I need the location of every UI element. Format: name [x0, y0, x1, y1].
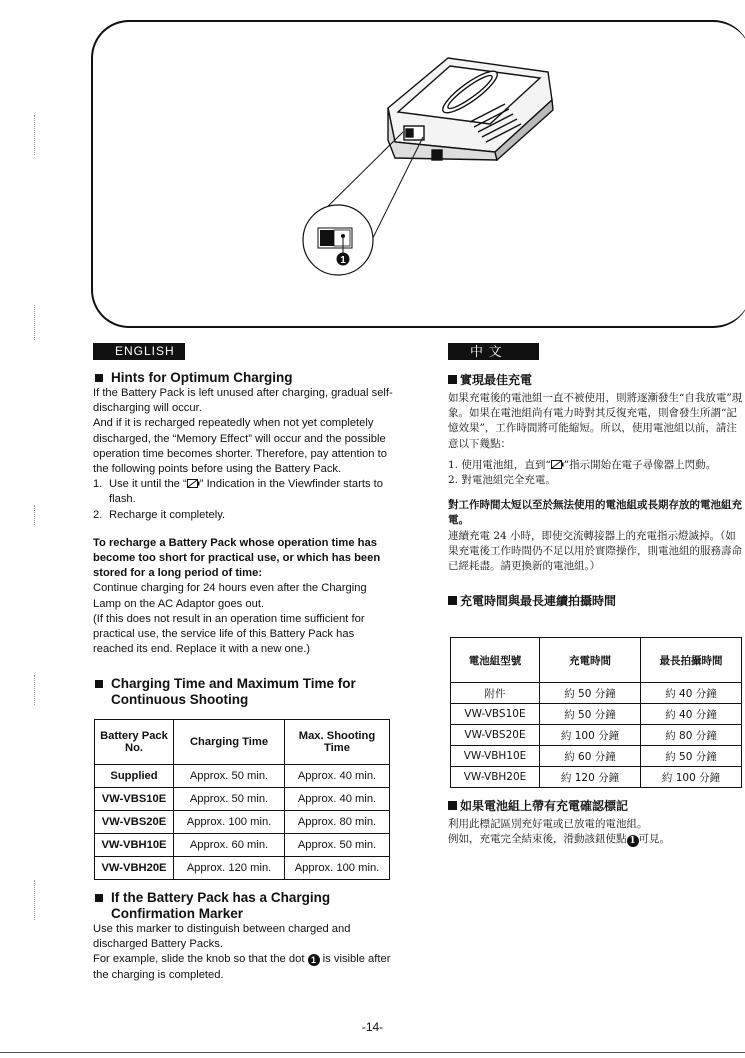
bold-note-zh: 對工作時間太短以至於無法使用的電池組或長期存放的電池組充電。 [448, 499, 742, 527]
marker-heading: If the Battery Pack has a Charging Confirmation Marker [93, 890, 393, 922]
english-hints-section [93, 370, 393, 657]
paragraph: Use this marker to distinguish between charged and discharged Battery Packs. [93, 923, 351, 951]
paragraph: If the Battery Pack is left unused after charging, gradual self-discharging will occur. [93, 387, 393, 415]
table-row [95, 834, 390, 857]
cell: 約 40 分鐘 [641, 704, 742, 725]
cell: Approx. 120 min. [174, 857, 285, 880]
charging-time-table-zh [450, 637, 742, 788]
text: For example, slide the knob so that the dot [93, 953, 305, 966]
cell: 附件 [451, 683, 540, 704]
list-number: 1. [93, 478, 103, 491]
paragraph [448, 832, 745, 847]
list-item [93, 477, 393, 507]
table-row [451, 683, 742, 704]
cell: 約 50 分鐘 [641, 746, 742, 767]
table-row [451, 767, 742, 788]
cell: 約 50 分鐘 [540, 704, 641, 725]
marker-dot-number: 1 [308, 954, 320, 966]
item-text: Use it until the “ [109, 478, 187, 491]
chinese-charging-time-section [448, 593, 745, 609]
table-header-row [95, 720, 390, 765]
cell: Approx. 50 min. [174, 765, 285, 788]
cell: Approx. 50 min. [174, 788, 285, 811]
cell: VW-VBS10E [95, 788, 174, 811]
list-item [93, 508, 393, 523]
table-row [95, 765, 390, 788]
cell: Approx. 50 min. [285, 834, 390, 857]
hints-heading-zh: 實現最佳充電 [448, 372, 745, 388]
cell: 約 50 分鐘 [540, 683, 641, 704]
cell: Supplied [95, 765, 174, 788]
charging-time-heading-zh: 充電時間與最長連續拍攝時間 [448, 593, 745, 609]
paragraph: 如果充電後的電池組一直不被使用，則將逐漸發生“自我放電”現象。如果在電池組尚有電力時對其反復充電，則會發生所謂“記憶效果”，工作時間將可能縮短。所以，使用電池組以前，請注意以下幾點： [448, 392, 743, 450]
paragraph: 利用此標記區別充好電或已放電的電池組。 [448, 818, 648, 830]
paragraph: Continue charging for 24 hours even after the Charging Lamp on the AC Adaptor goes out. [93, 582, 367, 610]
charging-time-heading: Charging Time and Maximum Time for Continuous Shooting [93, 676, 393, 708]
marker-heading-zh: 如果電池組上帶有充電確認標記 [448, 798, 745, 814]
callout-number: 1 [340, 255, 346, 266]
bold-note: To recharge a Battery Pack whose operation time has become too short for practical use, or which has been stored for a long period of time: [93, 536, 381, 580]
list-number: 2. [93, 508, 103, 521]
chinese-hints-section [448, 372, 745, 574]
bottom-rule [0, 1052, 745, 1053]
binding-mark [34, 675, 39, 705]
cell: Approx. 40 min. [285, 765, 390, 788]
page-number: -14- [361, 1020, 384, 1034]
column-header: Max. Shooting Time [285, 720, 390, 765]
cell: 約 100 分鐘 [540, 725, 641, 746]
cell: Approx. 100 min. [174, 811, 285, 834]
cell: Approx. 80 min. [285, 811, 390, 834]
column-header: 最長拍攝時間 [641, 638, 742, 683]
paragraph: And if it is recharged repeatedly when not yet completely discharged, the “Memory Effect” will occur and the possible operation time becomes shorter. Therefore, pay attention to the following points before using the Battery Pack. [93, 417, 387, 476]
paragraph: 連續充電 24 小時，即使交流轉接器上的充電指示燈滅掉。（如果充電後工作時間仍不足以用於實際操作，則電池組的服務壽命已經耗盡。請更換新的電池組。） [448, 529, 742, 573]
cell: Approx. 100 min. [285, 857, 390, 880]
english-language-tag: ENGLISH [93, 343, 185, 360]
cell: 約 60 分鐘 [540, 746, 641, 767]
table-row [451, 725, 742, 746]
column-header: Battery Pack No. [95, 720, 174, 765]
text: is visible after the charging is completed. [93, 953, 391, 981]
cell: Approx. 40 min. [285, 788, 390, 811]
paragraph: (If this does not result in an operation time sufficient for practical use, the service life of this Battery Pack has reached its end. Replace it with a new one.) [93, 612, 365, 656]
cell: VW-VBS20E [451, 725, 540, 746]
column-header: Charging Time [174, 720, 285, 765]
column-header: 充電時間 [540, 638, 641, 683]
binding-mark [34, 505, 39, 525]
table-row [95, 788, 390, 811]
battery-pack-illustration [0, 0, 745, 330]
column-header: 電池組型號 [451, 638, 540, 683]
cell: VW-VBS10E [451, 704, 540, 725]
cell: 約 120 分鐘 [540, 767, 641, 788]
marker-dot-number: 1 [627, 835, 639, 847]
cell: VW-VBH20E [95, 857, 174, 880]
cell: VW-VBH10E [451, 746, 540, 767]
text: 可見。 [638, 833, 670, 846]
item-text: ” Indication in the Viewfinder starts to flash. [109, 478, 383, 506]
cell: Approx. 60 min. [174, 834, 285, 857]
item-text: 1. 使用電池組，直到“ [448, 458, 551, 471]
cell: 約 40 分鐘 [641, 683, 742, 704]
battery-warning-icon [187, 479, 200, 488]
item-text: Recharge it completely. [109, 508, 226, 521]
battery-warning-icon [551, 460, 564, 469]
chinese-language-tag: 中 文 [448, 343, 539, 360]
list-item: 2. 對電池組完全充電。 [448, 474, 556, 487]
cell: VW-VBH10E [95, 834, 174, 857]
cell: 約 80 分鐘 [641, 725, 742, 746]
chinese-marker-section [448, 798, 745, 847]
english-marker-section [93, 890, 393, 983]
cell: VW-VBS20E [95, 811, 174, 834]
table-header-row [451, 638, 742, 683]
list-item [448, 458, 745, 473]
table-row [451, 746, 742, 767]
table-row [95, 811, 390, 834]
cell: VW-VBH20E [451, 767, 540, 788]
binding-mark [34, 880, 39, 920]
table-row [95, 857, 390, 880]
paragraph [93, 952, 393, 982]
english-charging-time-section [93, 676, 393, 708]
hints-heading: Hints for Optimum Charging [93, 370, 393, 386]
cell: 約 100 分鐘 [641, 767, 742, 788]
item-text: ”指示開始在電子尋像器上閃動。 [563, 458, 717, 471]
table-row [451, 704, 742, 725]
charging-time-table-en [94, 719, 390, 880]
text: 例如，充電完全結束後，滑動該鈕使點 [448, 833, 627, 846]
